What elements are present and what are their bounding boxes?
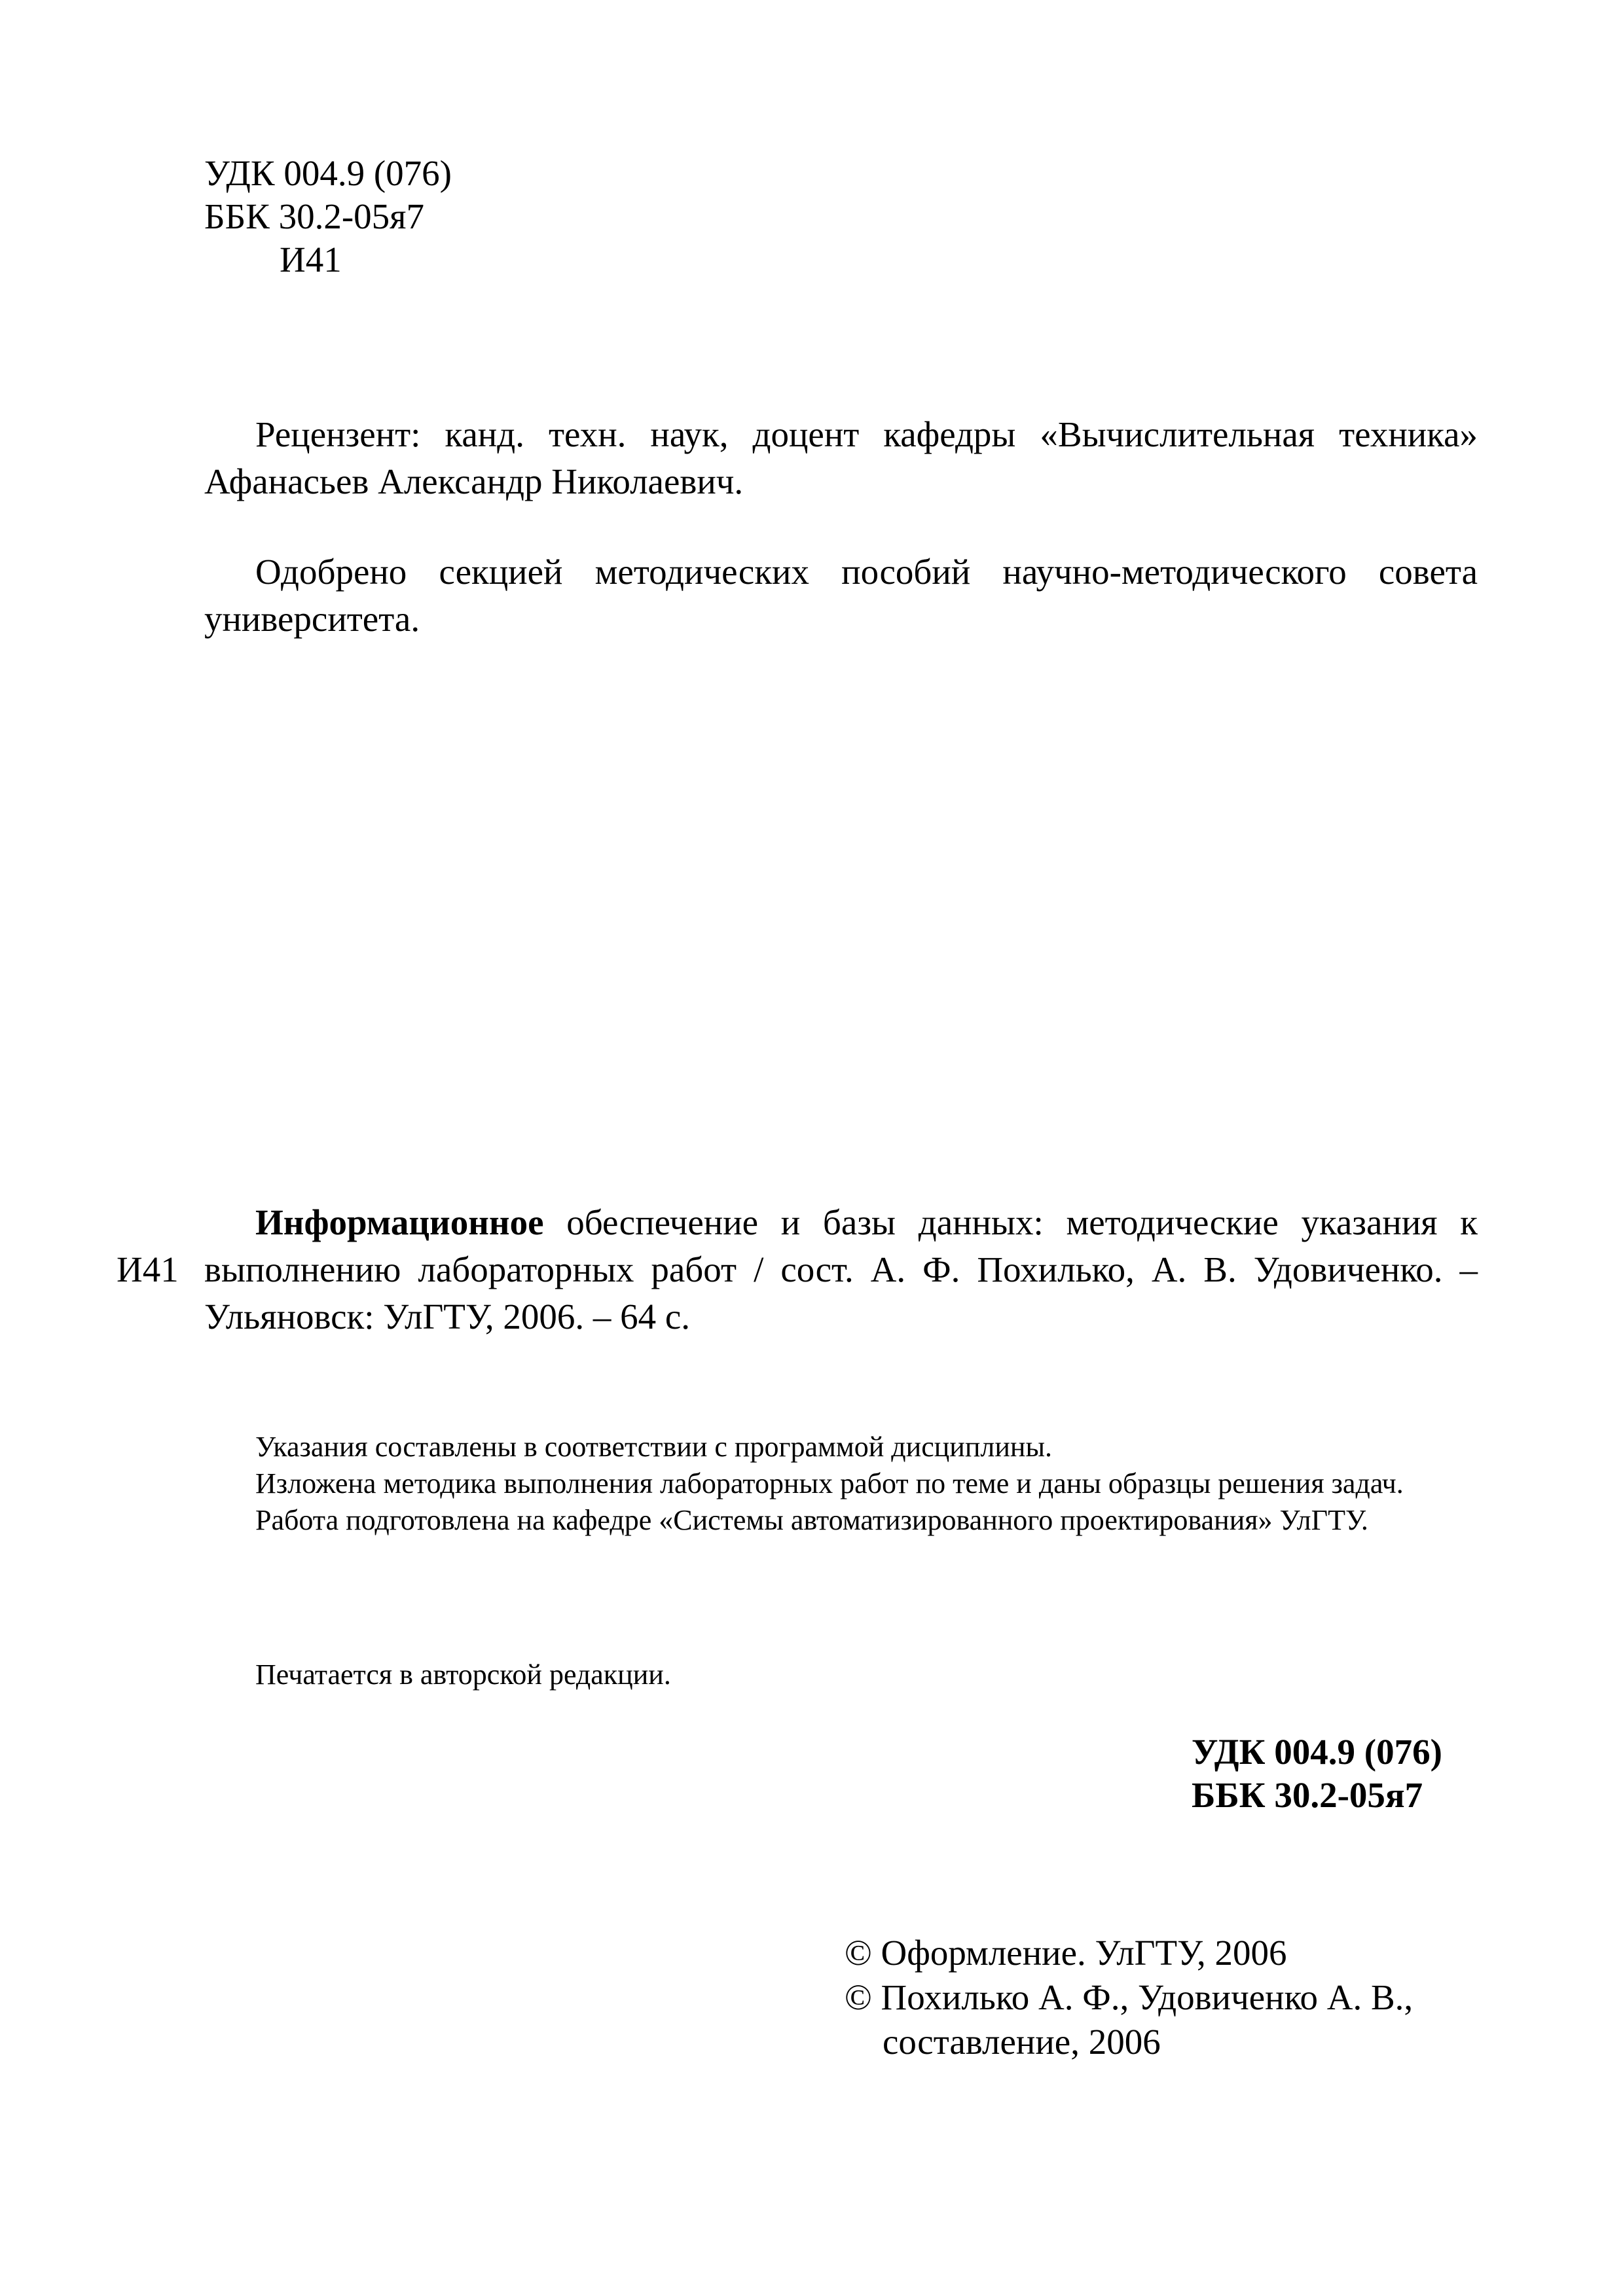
- annotation-block: [204, 1429, 1478, 1539]
- bibliographic-entry: [204, 1199, 1478, 1340]
- annotation-line-department: Работа подготовлена на кафедре «Системы автоматизированного проектирования» УлГТУ.: [255, 1504, 1368, 1536]
- bibliography-title-keyword: Информационное: [255, 1202, 544, 1242]
- header-bbk-code: ББК 30.2-05я7: [204, 196, 424, 236]
- approval-text: Одобрено секцией методических пособий научно-методического совета университета.: [204, 552, 1478, 639]
- bibliography-author-mark: И41: [117, 1249, 179, 1289]
- bibliography-description: обеспечение и базы данных: методические указания к выполнению лабораторных работ / сост. А. Ф. Похилько, А. В. Удовиченко. – Ульяновск: УлГТУ, 2006. – 64 с.: [204, 1202, 1478, 1336]
- approval-paragraph: [204, 548, 1478, 643]
- copyright-line-design: © Оформление. УлГТУ, 2006: [845, 1933, 1287, 1973]
- annotation-line-edition: Печатается в авторской редакции.: [255, 1659, 671, 1691]
- footer-bbk-code: ББК 30.2-05я7: [1192, 1775, 1423, 1815]
- header-author-mark: И41: [280, 240, 342, 279]
- footer-classification-codes: [1192, 1731, 1442, 1817]
- reviewer-text: Рецензент: канд. техн. наук, доцент кафедры «Вычислительная техника» Афанасьев Александр Николаевич.: [204, 414, 1478, 501]
- copyright-line-compilation: составление, 2006: [883, 2022, 1161, 2062]
- annotation-print-note: [204, 1657, 1478, 1693]
- header-classification-codes: [204, 152, 452, 281]
- header-udk-code: УДК 004.9 (076): [204, 153, 452, 193]
- copyright-block: [845, 1931, 1413, 2064]
- annotation-line-program: Указания составлены в соответствии с программой дисциплины.: [255, 1431, 1053, 1463]
- footer-udk-code: УДК 004.9 (076): [1192, 1732, 1442, 1772]
- copyright-line-authors: © Похилько А. Ф., Удовиченко А. В.,: [845, 1977, 1413, 2017]
- annotation-line-method: Изложена методика выполнения лабораторных работ по теме и даны образцы решения задач.: [255, 1467, 1404, 1499]
- reviewer-paragraph: [204, 411, 1478, 505]
